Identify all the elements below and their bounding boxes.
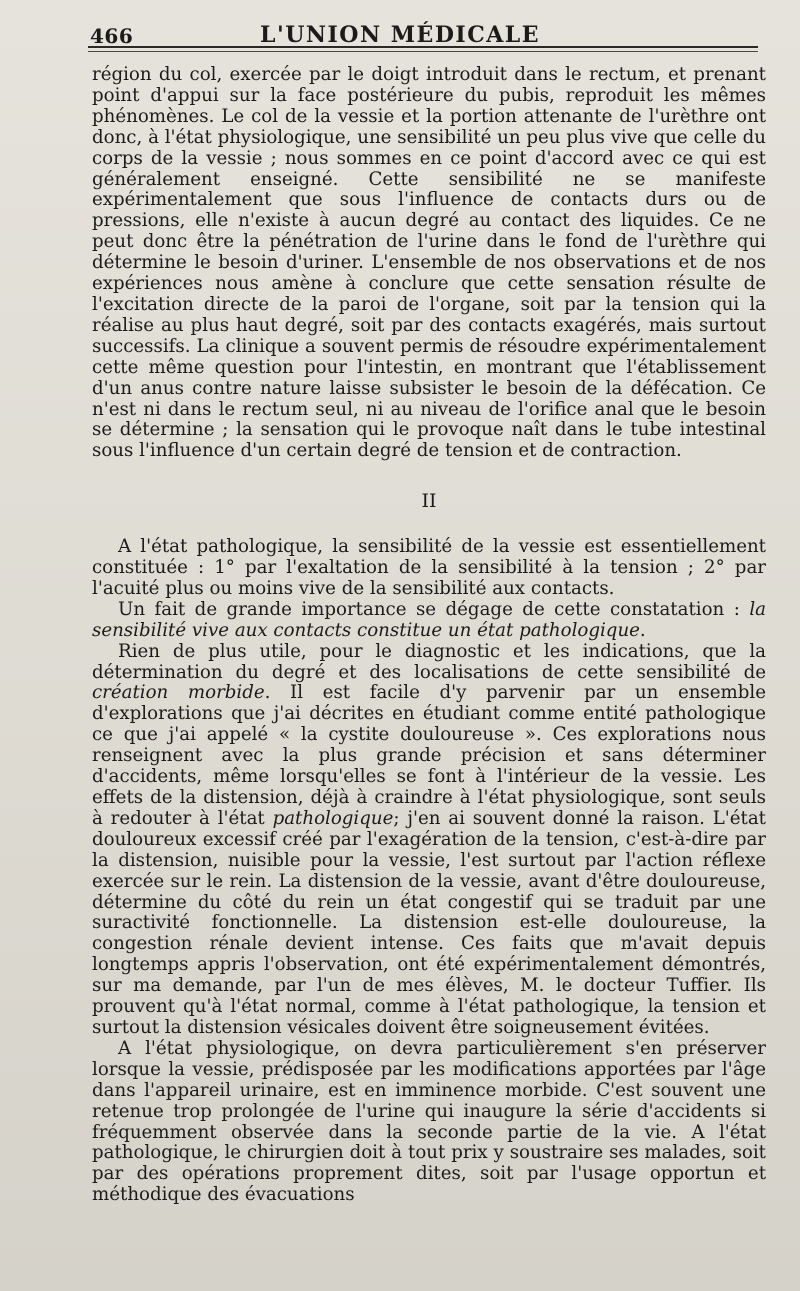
paragraph bbox=[92, 1039, 766, 1206]
paragraph-text: . Il est facile d'y parvenir par un ensemble d'explorations que j'ai décrites en étudiant comme entité pathologique ce que j'ai appelé « la cystite douloureuse ». Ces explorations nous renseignent avec la plus grande précision et sans déterminer d'accidents, même lorsqu'elles se font à l'intérieur de la vessie. Les effets de la distension, déjà à craindre à l'état physiologique, sont seuls à redouter à l'état bbox=[92, 682, 766, 829]
paragraph-text: ; j'en ai souvent donné la raison. L'état douloureux excessif créé par l'exagération de la tension, c'est-à-dire par la distension, nuisible pour la vessie, l'est surtout par l'action réflexe exercée sur le rein. La distension de la vessie, avant d'être douloureuse, détermine du côté du rein un état congestif qui se traduit par une suractivité fonctionnelle. La distension est-elle douloureuse, la congestion rénale devient intense. Ces faits que m'avait depuis longtemps appris l'observation, ont été expérimentalement démontrés, sur ma demande, par l'un de mes élèves, M. le docteur Tuffier. Ils prouvent qu'à l'état normal, comme à l'état pathologique, la tension et surtout la distension vésicales doivent être soigneusement évitées. bbox=[92, 807, 766, 1038]
section-heading: II bbox=[421, 490, 437, 513]
paragraph-text: A l'état pathologique, la sensibilité de la vessie est essentiellement constituée : 1° par l'exaltation de la sensibilité à la tension ; 2° par l'acuité plus ou moins vive de la sensibilité aux contacts. bbox=[92, 536, 766, 599]
paragraph-text: Un fait de grande importance se dégage de cette constatation : bbox=[118, 598, 750, 620]
article-body bbox=[92, 65, 766, 1206]
paragraph bbox=[92, 537, 766, 600]
paragraph-text: A l'état physiologique, on devra particulièrement s'en préserver lorsque la vessie, prédisposée par les modifications apportées par l'âge dans l'appareil urinaire, est en imminence morbide. C'est souvent une retenue trop prolongée de l'urine qui inaugure la série d'accidents si fréquemment observée dans la seconde partie de la vie. A l'état pathologique, le chirurgien doit à tout prix y soustraire ses malades, soit par des opérations proprement dites, soit par l'usage opportun et méthodique des évacuations bbox=[92, 1037, 766, 1206]
paragraph bbox=[92, 642, 766, 1039]
header-rule bbox=[88, 46, 758, 48]
emphasis-text: pathologique bbox=[272, 807, 394, 829]
paragraph bbox=[92, 600, 766, 642]
paragraph-continued bbox=[92, 65, 766, 462]
paragraph-text: Rien de plus utile, pour le diagnostic et les indications, que la détermination du degré et des localisations de cette sensibilité de bbox=[92, 640, 766, 683]
paragraph-text: région du col, exercée par le doigt introduit dans le rectum, et prenant point d'appui sur la face postérieure du pubis, reproduit les mêmes phénomènes. Le col de la vessie et la portion attenante de l'urèthre ont donc, à l'état physiologique, une sensibilité un peu plus vive que celle du corps de la vessie ; nous sommes en ce point d'accord avec ce qui est généralement enseigné. Cette sensibilité ne se manifeste expérimentalement que sous l'influence de contacts durs ou de pressions, elle n'existe à aucun degré au contact des liquides. Ce ne peut donc être la pénétration de l'urine dans le fond de l'urèthre qui détermine le besoin d'uriner. L'ensemble de nos observations et de nos expériences nous amène à conclure que cette sensation résulte de l'excitation directe de la paroi de l'organe, soit par la tension qui la réalise au plus haut degré, soit par des contacts exagérés, mais surtout successifs. La clinique a souvent permis de résoudre expérimentalement cette même question pour l'intestin, en montrant que l'établissement d'un anus contre nature laisse subsister le besoin de la défécation. Ce n'est ni dans le rectum seul, ni au niveau de l'orifice anal que le besoin se détermine ; la sensation qui le provoque naît dans le tube intestinal sous l'influence d'un certain degré de tension et de contraction. bbox=[92, 64, 766, 462]
emphasis-text: la sensibilité vive aux contacts constitue un état pathologique bbox=[92, 598, 766, 641]
journal-title: L'UNION MÉDICALE bbox=[259, 22, 541, 48]
header-rule-thin bbox=[88, 51, 758, 52]
page-number: 466 bbox=[90, 24, 134, 48]
page-header bbox=[0, 10, 800, 50]
paragraph-text: . bbox=[639, 619, 646, 641]
emphasis-text: création morbide bbox=[92, 682, 265, 704]
